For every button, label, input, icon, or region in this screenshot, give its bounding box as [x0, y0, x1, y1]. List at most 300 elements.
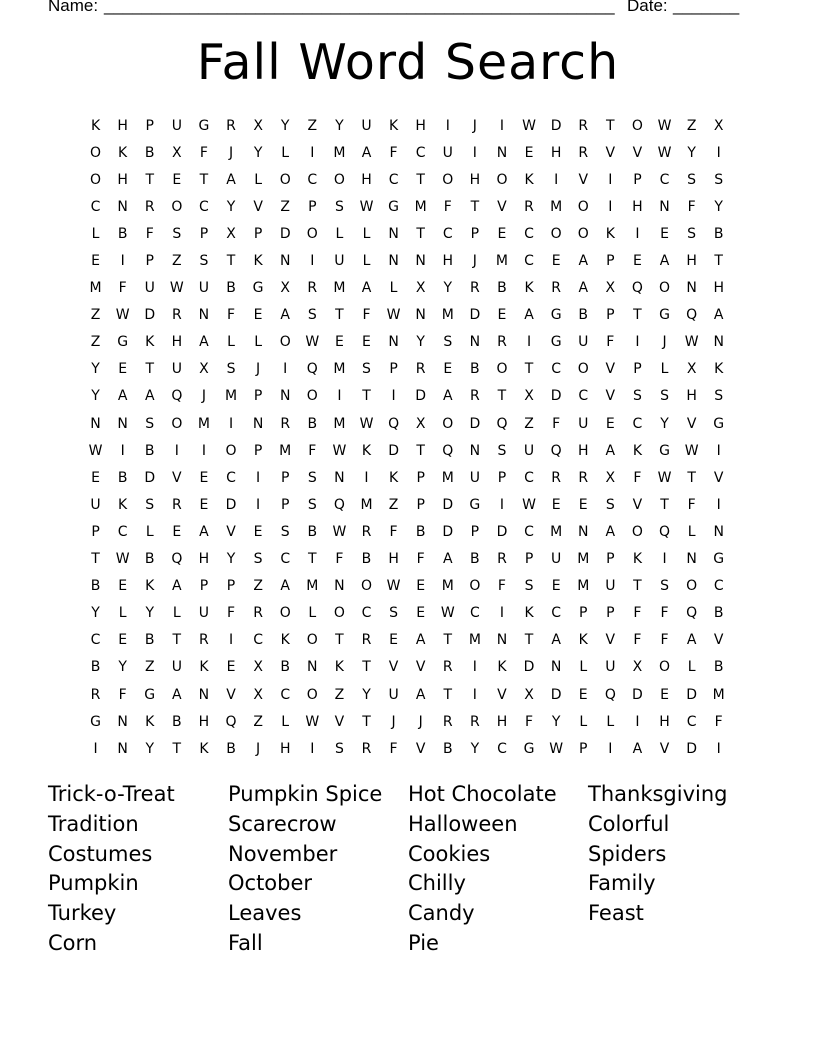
grid-letter: P	[633, 361, 642, 378]
grid-letter: B	[470, 361, 480, 378]
grid-letter: R	[578, 144, 589, 161]
grid-letter: R	[442, 659, 453, 676]
grid-letter: Q	[686, 307, 698, 324]
grid-letter: L	[227, 334, 235, 351]
word-list-item: Hot Chocolate	[408, 782, 557, 806]
grid-letter: C	[90, 632, 101, 649]
grid-letter: G	[117, 334, 129, 351]
grid-letter: T	[633, 307, 642, 324]
grid-letter: C	[551, 361, 562, 378]
grid-letter: A	[415, 632, 426, 649]
grid-letter: L	[362, 253, 371, 270]
grid-letter: O	[306, 632, 318, 649]
word-list	[48, 780, 768, 959]
grid-letter: X	[605, 469, 616, 486]
grid-letter: L	[389, 280, 398, 297]
grid-letter: C	[117, 523, 128, 540]
grid-letter: D	[550, 388, 562, 405]
grid-letter: X	[253, 686, 263, 703]
grid-letter: U	[144, 280, 155, 297]
grid-letter: H	[198, 551, 210, 568]
grid-letter: O	[306, 686, 318, 703]
grid-letter: H	[198, 713, 210, 730]
grid-letter: A	[442, 551, 453, 568]
grid-letter: U	[605, 578, 616, 595]
grid-letter: O	[333, 171, 345, 188]
grid-letter: F	[389, 740, 398, 757]
grid-letter: E	[578, 686, 588, 703]
grid-letter: E	[199, 496, 209, 513]
grid-letter: I	[526, 334, 532, 351]
grid-letter: H	[632, 198, 643, 215]
grid-letter: T	[199, 171, 209, 188]
grid-letter: T	[714, 253, 723, 270]
grid-letter: Q	[333, 496, 345, 513]
grid-letter: I	[608, 171, 613, 188]
grid-letter: V	[578, 171, 589, 188]
grid-letter: U	[361, 117, 372, 134]
grid-letter: R	[442, 713, 453, 730]
grid-letter: L	[145, 523, 154, 540]
grid-letter: V	[632, 496, 643, 513]
word-list-item: Scarecrow	[228, 811, 337, 836]
grid-letter: S	[280, 523, 290, 540]
grid-letter: A	[144, 388, 155, 405]
grid-letter: R	[469, 388, 480, 405]
grid-letter: G	[713, 415, 725, 432]
grid-letter: F	[633, 469, 642, 486]
grid-letter: C	[578, 388, 589, 405]
grid-letter: V	[334, 713, 345, 730]
grid-letter: I	[310, 144, 315, 161]
grid-letter: U	[578, 415, 589, 432]
grid-letter: P	[633, 171, 642, 188]
grid-letter: I	[174, 442, 179, 459]
grid-letter: M	[441, 578, 454, 595]
grid-letter: U	[523, 442, 535, 459]
grid-letter: T	[145, 361, 155, 378]
grid-letter: R	[551, 469, 561, 486]
word-list-item: Colorful	[588, 811, 670, 836]
grid-letter: Q	[496, 415, 508, 432]
grid-letter: K	[578, 632, 588, 649]
grid-letter: K	[524, 280, 534, 297]
grid-letter: T	[606, 117, 615, 134]
grid-letter: Q	[388, 415, 400, 432]
grid-letter: T	[362, 659, 371, 676]
grid-letter: I	[93, 740, 98, 757]
grid-letter: X	[686, 361, 697, 378]
grid-letter: H	[686, 388, 697, 405]
grid-letter: I	[310, 253, 315, 270]
grid-letter: S	[660, 578, 669, 595]
grid-letter: B	[415, 523, 426, 540]
grid-letter: B	[578, 307, 589, 324]
grid-letter: N	[686, 280, 697, 297]
grid-letter: D	[415, 388, 427, 405]
grid-letter: M	[89, 280, 102, 297]
grid-letter: Y	[443, 280, 453, 297]
grid-letter: A	[117, 388, 128, 405]
grid-letter: A	[578, 280, 589, 297]
grid-letter: O	[279, 605, 291, 622]
grid-letter: T	[524, 632, 534, 649]
grid-letter: B	[713, 659, 724, 676]
grid-letter: C	[415, 144, 426, 161]
name-label: Name:	[48, 0, 99, 15]
grid-letter: S	[253, 551, 263, 568]
grid-letter: N	[198, 686, 210, 703]
grid-letter: C	[280, 551, 291, 568]
grid-letter: N	[496, 632, 508, 649]
grid-letter: S	[307, 307, 317, 324]
grid-letter: Z	[172, 253, 182, 270]
grid-letter: U	[198, 605, 210, 622]
grid-letter: P	[606, 551, 615, 568]
grid-letter: Y	[470, 740, 480, 757]
grid-letter: G	[144, 686, 156, 703]
grid-letter: A	[578, 253, 589, 270]
grid-letter: V	[172, 469, 182, 486]
grid-letter: F	[226, 605, 236, 622]
grid-letter: P	[145, 253, 154, 270]
grid-letter: F	[714, 713, 723, 730]
word-list-item: November	[228, 841, 338, 866]
grid-letter: J	[391, 713, 396, 730]
grid-letter: C	[686, 713, 697, 730]
grid-letter: S	[524, 578, 534, 595]
grid-letter: E	[416, 605, 426, 622]
grid-letter: C	[713, 578, 724, 595]
grid-letter: P	[253, 225, 263, 242]
grid-letter: S	[714, 171, 724, 188]
grid-letter: I	[716, 740, 721, 757]
grid-letter: N	[117, 740, 128, 757]
grid-letter: Z	[253, 578, 263, 595]
grid-letter: X	[415, 280, 426, 297]
grid-letter: M	[197, 415, 210, 432]
grid-letter: B	[307, 523, 318, 540]
grid-letter: A	[605, 523, 616, 540]
grid-letter: W	[522, 496, 536, 513]
grid-letter: K	[145, 713, 155, 730]
grid-letter: O	[360, 578, 372, 595]
grid-letter: V	[605, 388, 616, 405]
grid-letter: D	[550, 117, 562, 134]
grid-letter: L	[362, 225, 371, 242]
grid-letter: D	[523, 659, 535, 676]
grid-letter: P	[470, 225, 480, 242]
word-list-item: Trick-o-Treat	[48, 782, 175, 806]
grid-letter: O	[631, 117, 643, 134]
grid-letter: C	[632, 415, 643, 432]
grid-letter: F	[443, 198, 452, 215]
grid-letter: I	[201, 442, 206, 459]
grid-letter: C	[469, 605, 480, 622]
grid-letter: P	[416, 496, 425, 513]
grid-letter: B	[713, 225, 724, 242]
grid-letter: L	[91, 225, 100, 242]
grid-letter: R	[361, 523, 372, 540]
grid-letter: R	[253, 605, 263, 622]
grid-letter: P	[199, 578, 209, 595]
grid-letter: B	[226, 740, 236, 757]
date-field-line: _______	[673, 0, 740, 15]
grid-letter: V	[632, 144, 643, 161]
grid-letter: Y	[145, 740, 155, 757]
grid-letter: E	[551, 496, 561, 513]
grid-letter: O	[90, 144, 102, 161]
grid-letter: X	[524, 388, 534, 405]
grid-letter: W	[359, 415, 374, 432]
grid-letter: F	[199, 144, 208, 161]
grid-letter: Y	[362, 686, 371, 703]
grid-letter: T	[660, 496, 669, 513]
grid-letter: H	[388, 551, 399, 568]
grid-letter: P	[199, 225, 209, 242]
grid-letter: N	[198, 307, 210, 324]
grid-letter: K	[497, 659, 507, 676]
grid-letter: F	[389, 144, 398, 161]
grid-letter: O	[496, 171, 508, 188]
grid-letter: W	[332, 523, 347, 540]
grid-letter: I	[635, 713, 640, 730]
grid-letter: D	[469, 415, 481, 432]
grid-letter: T	[443, 632, 453, 649]
grid-letter: P	[226, 578, 236, 595]
grid-letter: V	[226, 686, 236, 703]
grid-letter: T	[172, 740, 182, 757]
grid-letter: B	[470, 551, 480, 568]
grid-letter: V	[415, 740, 426, 757]
grid-letter: S	[443, 334, 453, 351]
grid-letter: N	[334, 469, 345, 486]
grid-letter: E	[660, 686, 669, 703]
grid-letter: M	[279, 442, 292, 459]
grid-letter: F	[118, 280, 127, 297]
grid-letter: A	[280, 578, 290, 595]
grid-letter: Y	[91, 361, 100, 378]
grid-letter: Y	[687, 144, 696, 161]
grid-letter: Z	[280, 198, 290, 215]
grid-letter: O	[225, 442, 237, 459]
grid-letter: K	[388, 117, 399, 134]
grid-letter: K	[524, 171, 534, 188]
grid-letter: F	[633, 605, 642, 622]
grid-letter: R	[280, 415, 291, 432]
grid-letter: J	[201, 388, 206, 405]
grid-letter: Y	[226, 198, 236, 215]
grid-letter: B	[497, 280, 507, 297]
word-list-item: Spiders	[588, 841, 667, 866]
grid-letter: L	[118, 605, 127, 622]
grid-letter: K	[90, 117, 101, 134]
grid-letter: E	[524, 144, 534, 161]
grid-letter: Y	[335, 117, 344, 134]
grid-letter: V	[497, 198, 507, 215]
grid-letter: F	[525, 713, 534, 730]
grid-letter: N	[117, 198, 128, 215]
grid-letter: E	[226, 659, 236, 676]
word-list-item: Chilly	[408, 871, 466, 896]
grid-letter: B	[117, 225, 128, 242]
grid-letter: I	[256, 469, 261, 486]
grid-letter: U	[388, 686, 399, 703]
grid-letter: J	[256, 361, 261, 378]
grid-letter: M	[577, 578, 590, 595]
grid-letter: E	[91, 469, 100, 486]
grid-letter: N	[279, 253, 291, 270]
grid-letter: G	[659, 307, 670, 324]
grid-letter: H	[361, 171, 372, 188]
grid-letter: C	[388, 171, 399, 188]
grid-letter: H	[171, 334, 183, 351]
grid-letter: S	[145, 415, 155, 432]
grid-letter: D	[686, 740, 697, 757]
grid-letter: A	[442, 388, 453, 405]
grid-letter: K	[199, 659, 209, 676]
grid-letter: S	[307, 469, 317, 486]
grid-letter: Z	[307, 117, 318, 134]
grid-letter: P	[524, 551, 534, 568]
grid-letter: V	[605, 632, 616, 649]
grid-letter: L	[606, 713, 615, 730]
grid-letter: F	[552, 415, 561, 432]
grid-letter: Q	[171, 551, 183, 568]
grid-letter: X	[253, 117, 263, 134]
grid-letter: U	[442, 144, 453, 161]
grid-letter: S	[334, 198, 344, 215]
grid-letter: H	[117, 117, 128, 134]
grid-letter: S	[389, 605, 399, 622]
grid-letter: W	[522, 117, 536, 134]
grid-letter: E	[497, 225, 507, 242]
grid-letter: N	[388, 334, 399, 351]
grid-letter: P	[253, 388, 263, 405]
grid-letter: B	[144, 442, 155, 459]
grid-letter: C	[361, 605, 372, 622]
grid-letter: W	[305, 713, 320, 730]
grid-letter: M	[360, 496, 373, 513]
grid-letter: X	[524, 686, 534, 703]
grid-letter: O	[659, 280, 671, 297]
grid-letter: Y	[714, 198, 723, 215]
grid-letter: O	[333, 605, 345, 622]
grid-letter: U	[605, 659, 616, 676]
grid-letter: R	[497, 334, 507, 351]
word-list-item: Pumpkin	[48, 871, 139, 896]
word-list-item: Turkey	[48, 901, 117, 926]
grid-letter: I	[256, 496, 261, 513]
grid-letter: G	[388, 198, 399, 215]
grid-letter: E	[118, 578, 128, 595]
grid-letter: C	[659, 171, 670, 188]
grid-letter: H	[577, 442, 589, 459]
grid-letter: Z	[90, 334, 101, 351]
grid-letter: L	[254, 171, 263, 188]
grid-letter: Y	[280, 117, 290, 134]
word-list-item: Family	[588, 871, 656, 896]
grid-letter: E	[172, 171, 182, 188]
grid-letter: A	[361, 280, 372, 297]
grid-letter: I	[228, 415, 234, 432]
grid-letter: F	[308, 442, 317, 459]
grid-letter: D	[144, 469, 156, 486]
grid-letter: V	[253, 198, 263, 215]
grid-letter: X	[280, 280, 290, 297]
grid-letter: U	[90, 496, 101, 513]
grid-letter: H	[496, 713, 508, 730]
grid-letter: K	[145, 578, 155, 595]
grid-letter: Z	[524, 415, 534, 432]
grid-letter: E	[551, 578, 561, 595]
word-list-item: Pie	[408, 930, 439, 955]
grid-letter: P	[579, 605, 588, 622]
grid-letter: N	[388, 253, 399, 270]
letter-grid	[82, 112, 732, 762]
grid-letter: H	[713, 280, 724, 297]
grid-letter: J	[418, 713, 423, 730]
grid-letter: B	[144, 144, 155, 161]
grid-letter: C	[90, 198, 101, 215]
grid-letter: F	[145, 225, 154, 242]
grid-letter: R	[469, 280, 480, 297]
word-list-item: Thanksgiving	[588, 782, 728, 806]
grid-letter: M	[306, 578, 319, 595]
grid-letter: E	[172, 523, 182, 540]
grid-letter: I	[499, 496, 505, 513]
grid-letter: K	[632, 551, 643, 568]
grid-letter: R	[578, 117, 589, 134]
grid-letter: S	[497, 442, 507, 459]
grid-letter: N	[713, 334, 724, 351]
grid-letter: R	[199, 632, 209, 649]
grid-letter: W	[657, 144, 672, 161]
grid-letter: T	[172, 632, 182, 649]
grid-letter: I	[716, 144, 721, 161]
grid-letter: C	[307, 171, 318, 188]
grid-letter: N	[686, 551, 697, 568]
grid-letter: I	[608, 198, 613, 215]
grid-letter: A	[172, 578, 182, 595]
grid-letter: H	[415, 117, 426, 134]
grid-letter: Y	[91, 388, 100, 405]
grid-letter: O	[171, 415, 183, 432]
grid-letter: T	[633, 578, 642, 595]
grid-letter: E	[605, 415, 615, 432]
grid-letter: T	[497, 388, 507, 405]
grid-letter: S	[632, 388, 642, 405]
grid-letter: F	[687, 496, 696, 513]
grid-letter: P	[497, 469, 507, 486]
grid-letter: W	[115, 551, 130, 568]
grid-letter: I	[445, 117, 450, 134]
grid-letter: A	[686, 632, 697, 649]
grid-letter: A	[524, 307, 534, 324]
grid-letter: W	[657, 117, 672, 134]
grid-letter: R	[226, 117, 236, 134]
grid-letter: R	[90, 686, 101, 703]
grid-letter: U	[578, 334, 589, 351]
grid-letter: P	[145, 117, 154, 134]
grid-letter: M	[333, 280, 346, 297]
grid-letter: I	[635, 225, 640, 242]
grid-letter: N	[469, 334, 481, 351]
grid-letter: L	[335, 225, 344, 242]
grid-letter: I	[472, 659, 477, 676]
grid-letter: N	[117, 415, 128, 432]
grid-letter: E	[416, 578, 426, 595]
